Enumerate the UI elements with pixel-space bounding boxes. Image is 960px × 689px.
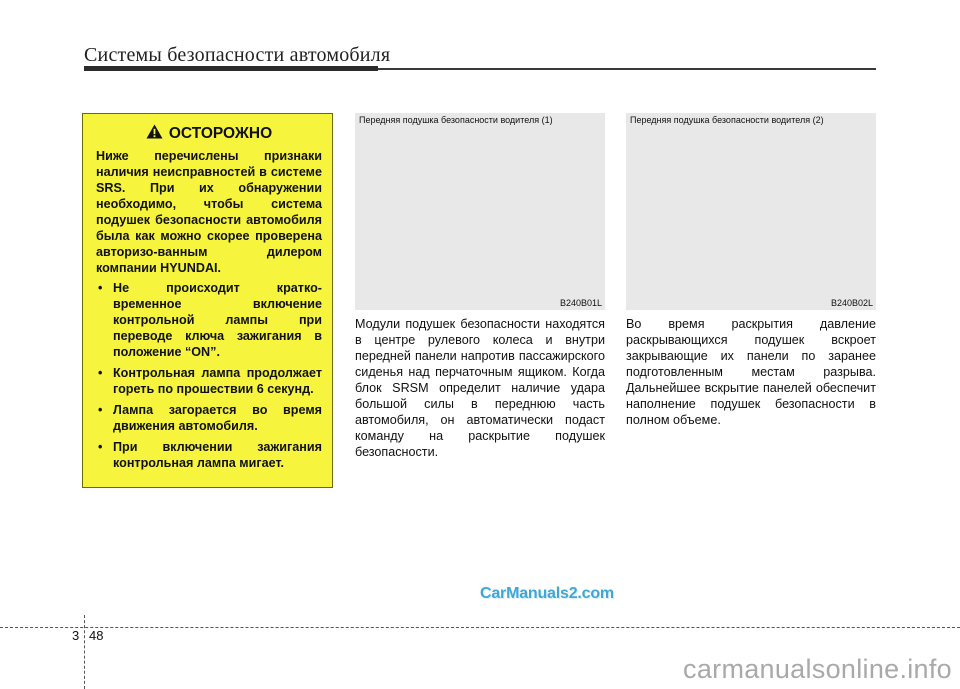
header-rule-thin [378, 68, 876, 70]
warning-list-item: • Лампа загорается во время движения автомобиля. [98, 403, 322, 433]
figure-airbag-1 [355, 113, 605, 310]
warning-list [96, 280, 322, 471]
footer-section-number: 3 [72, 628, 80, 643]
warning-heading [96, 124, 322, 144]
watermark-link[interactable]: CarManuals2.com [480, 585, 614, 602]
figure-airbag-2 [626, 113, 876, 310]
warning-box [82, 113, 333, 488]
figure-caption: Передняя подушка безопасности водителя (2) [630, 115, 824, 125]
warning-triangle-icon [146, 124, 163, 144]
warning-list-item: • Не происходит кратко-временное включение контрольной лампы при переводе ключа зажигания в положение “ON”. [98, 281, 322, 359]
body-text-column-1: Модули подушек безопасности находятся в центре рулевого колеса и внутри передней панели напротив пассажирского сиденья над перчаточным ящиком. Когда блок SRSM определит наличие удара большой силы в переднюю часть автомобиля, он автоматически подаст команду на раскрытие подушек безопасности. [355, 317, 605, 459]
body-text-column-2: Во время раскрытия давление раскрывающихся подушек вскроет закрывающие их панели по заранее подготовленным местам разрыва. Дальнейшее вскрытие панелей обеспечит наполнение подушек безопасности в полном объеме. [626, 317, 876, 427]
footer-vertical-divider [84, 615, 85, 689]
page-header-title: Системы безопасности автомобиля [84, 44, 391, 66]
watermark-bottom-link[interactable]: carmanualsonline.info [683, 654, 952, 684]
footer-page-number: 48 [89, 628, 104, 643]
warning-list-item: • Контрольная лампа продолжает гореть по прошествии 6 секунд. [98, 366, 322, 396]
footer-divider [0, 627, 960, 628]
warning-title: ОСТОРОЖНО [168, 125, 273, 142]
figure-code: B240B02L [830, 298, 873, 308]
warning-list-item: • При включении зажигания контрольная лампа мигает. [98, 440, 322, 470]
header-rule-thick [84, 66, 378, 71]
figure-code: B240B01L [559, 298, 602, 308]
figure-caption: Передняя подушка безопасности водителя (1) [359, 115, 553, 125]
warning-intro: Ниже перечислены признаки наличия неисправностей в системе SRS. При их обнаружении необходимо, чтобы система подушек безопасности автомобиля была как можно скорее проверена авторизо-ванным дилером компании HYUNDAI. [96, 149, 322, 275]
